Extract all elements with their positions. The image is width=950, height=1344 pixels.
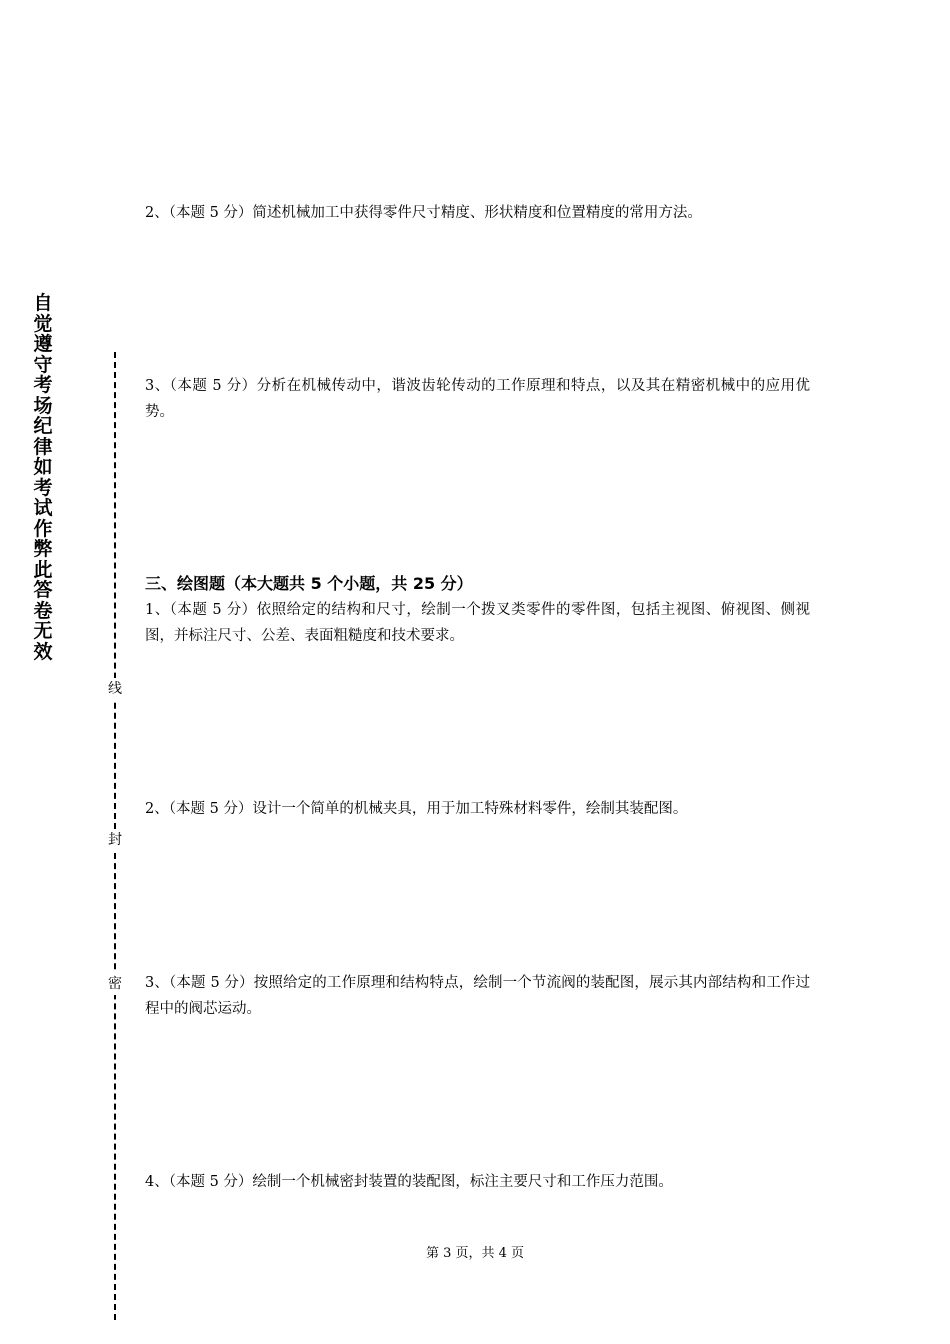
drawing-question-4: 4、（本题 5 分）绘制一个机械密封装置的装配图，标注主要尺寸和工作压力范围。 — [145, 1174, 673, 1190]
exam-discipline-warning: 自觉遵守考场纪律如考试作弊此答卷无效 — [33, 292, 53, 663]
section-3-title: 三、绘图题（本大题共 5 个小题，共 25 分） — [145, 574, 473, 593]
binding-mark-secret: 密 — [104, 973, 126, 995]
drawing-question-3: 3、（本题 5 分）按照给定的工作原理和结构特点，绘制一个节流阀的装配图，展示其内部结构和工作过程中的阀芯运动。 — [145, 975, 810, 1017]
question-3-text: 3、（本题 5 分）分析在机械传动中，谐波齿轮传动的工作原理和特点，以及其在精密机械中的应用优势。 — [145, 378, 810, 420]
drawing-question-2: 2、（本题 5 分）设计一个简单的机械夹具，用于加工特殊材料零件，绘制其装配图。 — [145, 801, 688, 817]
binding-mark-line: 线 — [104, 678, 126, 700]
question-2-text: 2、（本题 5 分）简述机械加工中获得零件尺寸精度、形状精度和位置精度的常用方法。 — [145, 205, 702, 221]
page-number: 第 3 页，共 4 页 — [425, 1246, 525, 1261]
binding-mark-seal: 封 — [104, 829, 126, 851]
drawing-question-1: 1、（本题 5 分）依照给定的结构和尺寸，绘制一个拨叉类零件的零件图，包括主视图、俯视图、侧视图，并标注尺寸、公差、表面粗糙度和技术要求。 — [145, 602, 810, 644]
